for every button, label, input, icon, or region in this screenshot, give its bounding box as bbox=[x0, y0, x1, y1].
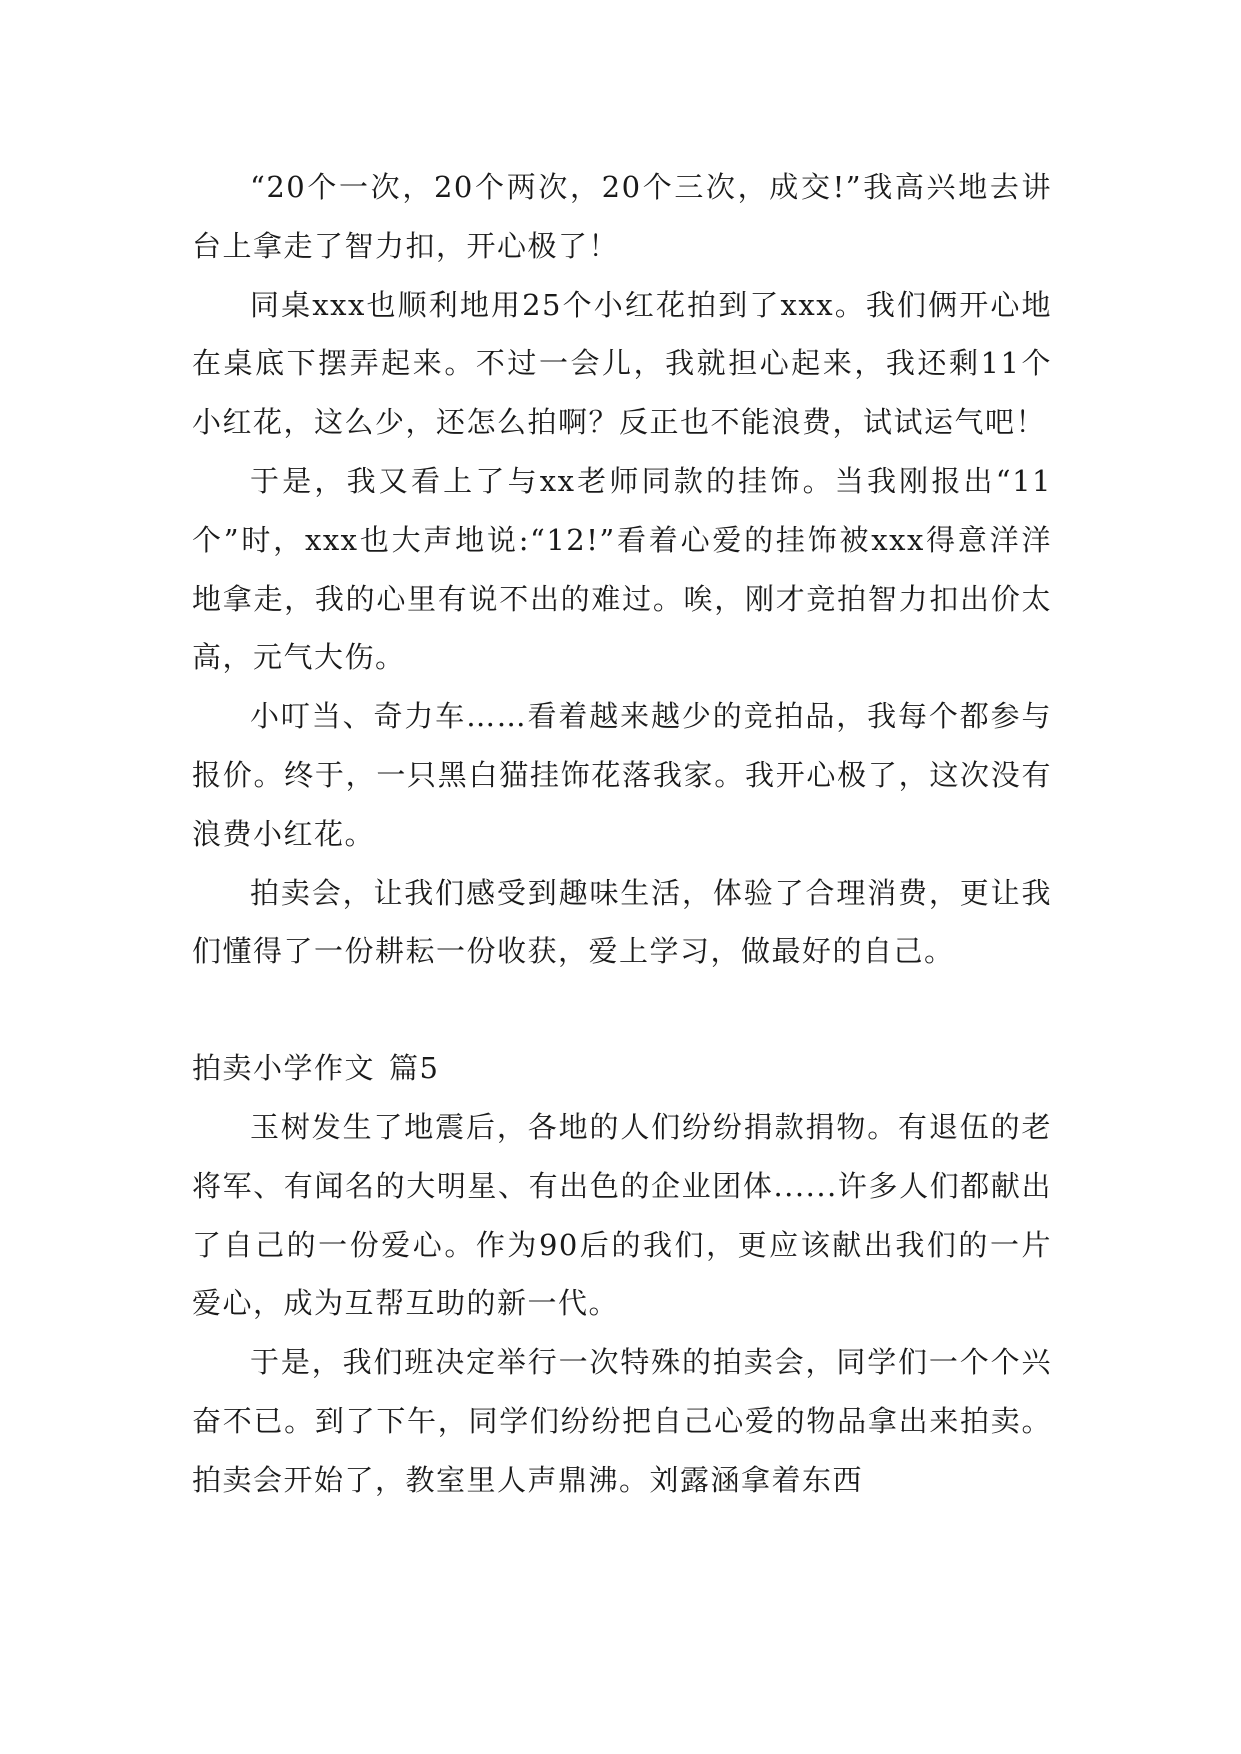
paragraph: 于是，我又看上了与xx老师同款的挂饰。当我刚报出“11个”时，xxx也大声地说:“12!”看着心爱的挂饰被xxx得意洋洋地拿走，我的心里有说不出的难过。唉，刚才竞拍智力扣出价太高，元气大伤。 bbox=[192, 463, 1052, 675]
document-body bbox=[192, 158, 1052, 1510]
paragraph: 于是，我们班决定举行一次特殊的拍卖会，同学们一个个兴奋不已。到了下午，同学们纷纷把自己心爱的物品拿出来拍卖。拍卖会开始了，教室里人声鼎沸。刘露涵拿着东西 bbox=[192, 1345, 1052, 1497]
paragraph: 玉树发生了地震后，各地的人们纷纷捐款捐物。有退伍的老将军、有闻名的大明星、有出色的企业团体......许多人们都献出了自己的一份爱心。作为90后的我们，更应该献出我们的一片爱心，成为互帮互助的新一代。 bbox=[192, 1109, 1052, 1321]
paragraph: 同桌xxx也顺利地用25个小红花拍到了xxx。我们俩开心地在桌底下摆弄起来。不过一会儿，我就担心起来，我还剩11个小红花，这么少，还怎么拍啊？反正也不能浪费，试试运气吧！ bbox=[192, 287, 1052, 440]
section-title-text: 拍卖小学作文 bbox=[192, 1051, 376, 1086]
section-heading bbox=[192, 1039, 1052, 1098]
section-number: 篇5 bbox=[389, 1051, 440, 1086]
paragraph: 小叮当、奇力车……看着越来越少的竞拍品，我每个都参与报价。终于，一只黑白猫挂饰花落我家。我开心极了，这次没有浪费小红花。 bbox=[192, 699, 1052, 851]
paragraph: “20个一次，20个两次，20个三次，成交!”我高兴地去讲台上拿走了智力扣，开心极了！ bbox=[192, 170, 1052, 263]
paragraph: 拍卖会，让我们感受到趣味生活，体验了合理消费，更让我们懂得了一份耕耘一份收获，爱上学习，做最好的自己。 bbox=[192, 875, 1052, 969]
